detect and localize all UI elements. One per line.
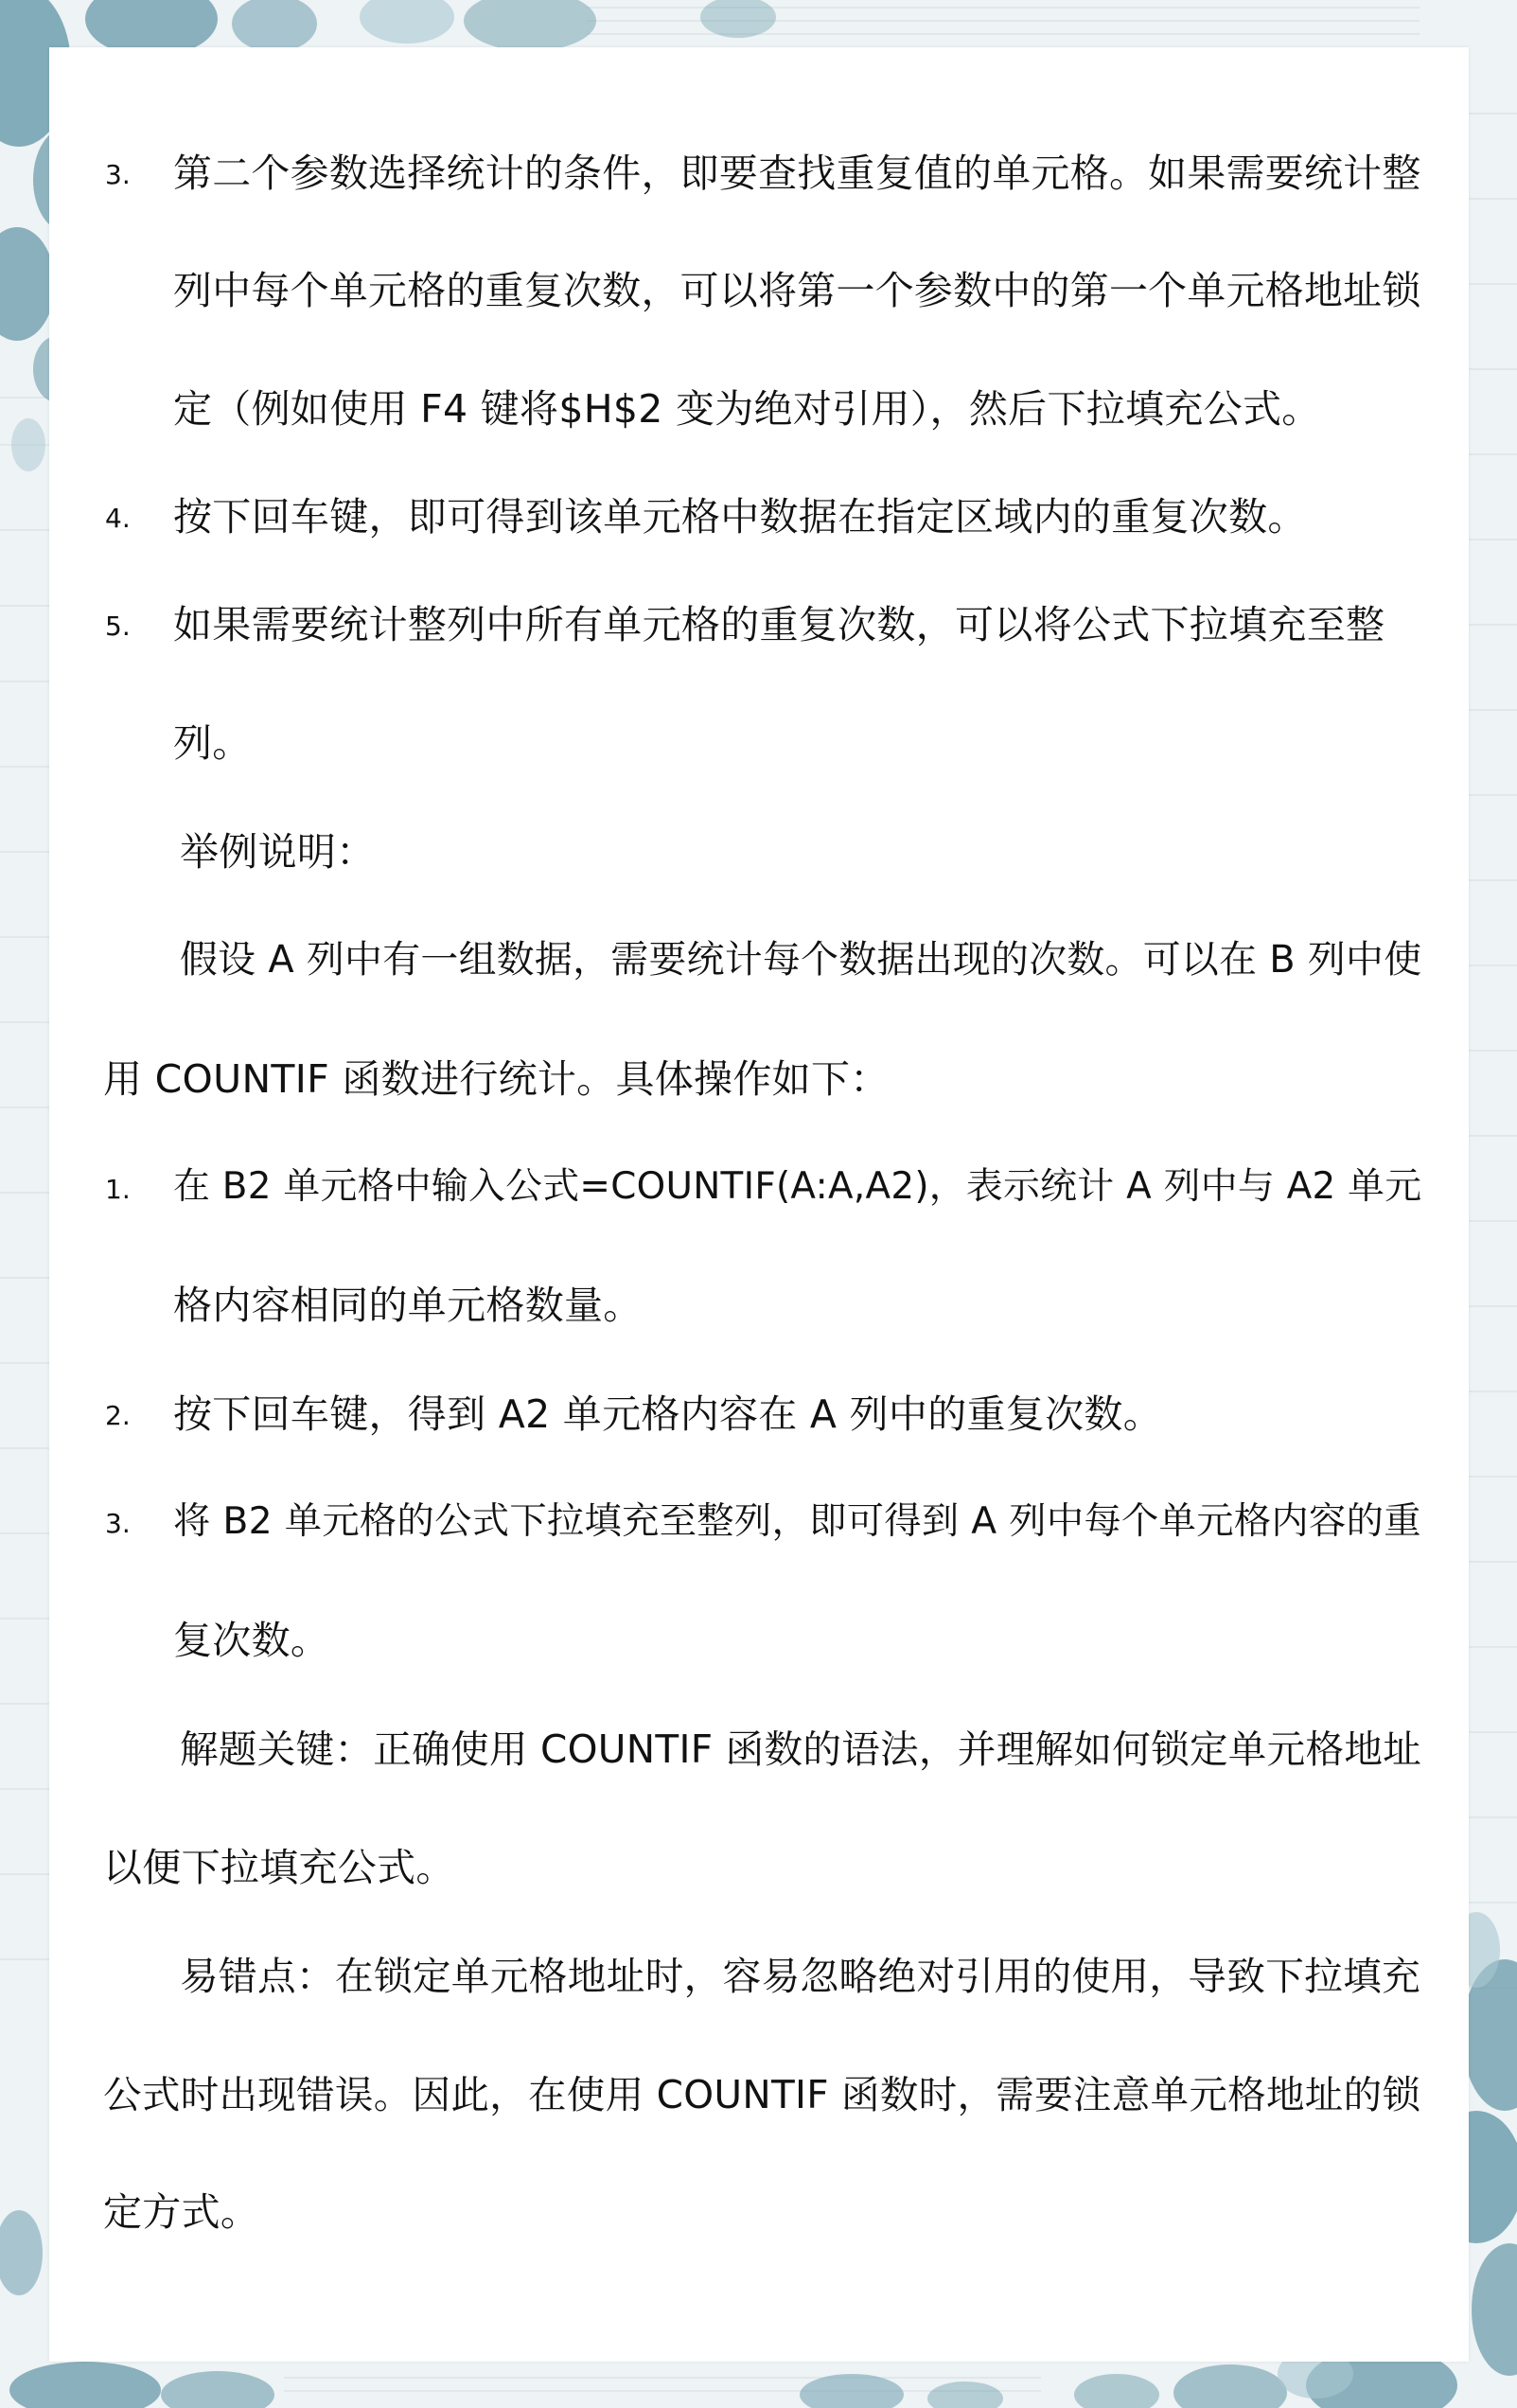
text-line: 假设 A 列中有一组数据，需要统计每个数据出现的次数。可以在 B 列中使 — [180, 938, 1422, 982]
text-line: 定（例如使用 F4 键将$H$2 变为绝对引用），然后下拉填充公式。 — [173, 386, 1321, 432]
section-heading: 举例说明： — [180, 829, 376, 875]
list-number: 4. — [105, 503, 131, 534]
text-line: 定方式。 — [103, 2189, 260, 2235]
text-line: 解题关键：正确使用 COUNTIF 函数的语法，并理解如何锁定单元格地址 — [180, 1726, 1422, 1772]
text-line: 复次数。 — [173, 1618, 330, 1663]
text-line: 格内容相同的单元格数量。 — [173, 1283, 643, 1328]
document-page — [49, 47, 1469, 2362]
list-number: 3. — [105, 1508, 131, 1539]
list-number: 2. — [105, 1400, 131, 1431]
list-number: 1. — [105, 1174, 131, 1205]
text-line: 按下回车键，即可得到该单元格中数据在指定区域内的重复次数。 — [173, 494, 1307, 540]
text-line: 将 B2 单元格的公式下拉填充至整列，即可得到 A 列中每个单元格内容的重 — [173, 1500, 1421, 1543]
text-line: 用 COUNTIF 函数进行统计。具体操作如下： — [103, 1056, 890, 1102]
text-line: 以便下拉填充公式。 — [103, 1845, 455, 1890]
text-line: 公式时出现错误。因此，在使用 COUNTIF 函数时，需要注意单元格地址的锁 — [103, 2072, 1421, 2117]
text-line: 易错点：在锁定单元格地址时，容易忽略绝对引用的使用，导致下拉填充 — [180, 1954, 1421, 1999]
text-line: 如果需要统计整列中所有单元格的重复次数，可以将公式下拉填充至整 — [173, 602, 1385, 647]
text-line: 列中每个单元格的重复次数，可以将第一个参数中的第一个单元格地址锁 — [173, 268, 1421, 313]
list-number: 5. — [105, 611, 131, 642]
text-line: 按下回车键，得到 A2 单元格内容在 A 列中的重复次数。 — [173, 1391, 1163, 1437]
text-line: 在 B2 单元格中输入公式=COUNTIF(A:A,A2)，表示统计 A 列中与 A2 单元 — [173, 1165, 1422, 1208]
document-content — [49, 47, 1469, 2362]
text-line: 列。 — [173, 720, 252, 766]
text-line: 第二个参数选择统计的条件，即要查找重复值的单元格。如果需要统计整 — [173, 150, 1421, 196]
list-number: 3. — [105, 159, 131, 190]
